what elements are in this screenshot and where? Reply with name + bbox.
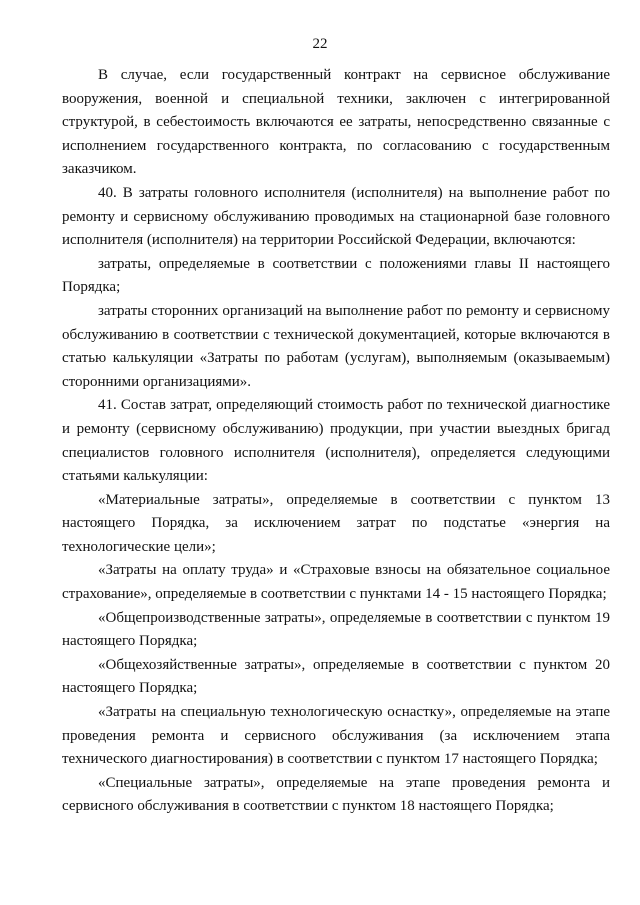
document-body [62, 64, 610, 819]
paragraph-41-item-tooling: «Затраты на специальную технологическую оснастку», определяемые на этапе проведения ремонта и сервисного обслуживания (за исключением этапа технического диагностирования) в соответствии с пунктом 17 настоящего Порядка; [62, 704, 610, 768]
paragraph-41-item-labor: «Затраты на оплату труда» и «Страховые взносы на обязательное социальное страхование», определяемые в соответствии с пунктами 14 - 15 настоящего Порядка; [62, 562, 610, 603]
paragraph-40-item-third-party: затраты сторонних организаций на выполнение работ по ремонту и сервисному обслуживанию в соответствии с технической документацией, которые включаются в статью калькуляции «Затраты по работам (услугам), выполняемым (оказываемым) сторонними организациями». [62, 302, 610, 390]
paragraph-41-intro: 41. Состав затрат, определяющий стоимость работ по технической диагностике и ремонту (сервисному обслуживанию) продукции, при участии выездных бригад специалистов головного исполнителя (исполнителя), определяется следующими статьями калькуляции: [62, 397, 610, 485]
paragraph-41-item-production-overhead: «Общепроизводственные затраты», определяемые в соответствии с пунктом 19 настоящего Порядка; [62, 609, 610, 650]
paragraph-contract-integrated-structure: В случае, если государственный контракт на сервисное обслуживание вооружения, военной и специальной техники, заключен с интегрированной структурой, в себестоимость включаются ее затраты, непосредственно связанные с исполнением государственного контракта, по согласованию с государственным заказчиком. [62, 67, 610, 178]
page-number: 22 [312, 36, 328, 52]
paragraph-40-item-chapter-ii: затраты, определяемые в соответствии с положениями главы II настоящего Порядка; [62, 255, 610, 296]
paragraph-41-item-general-overhead: «Общехозяйственные затраты», определяемые в соответствии с пунктом 20 настоящего Порядка; [62, 656, 610, 697]
paragraph-41-item-materials: «Материальные затраты», определяемые в соответствии с пунктом 13 настоящего Порядка, за исключением затрат по подстатье «энергия на технологические цели»; [62, 491, 610, 555]
paragraph-41-item-special-costs: «Специальные затраты», определяемые на этапе проведения ремонта и сервисного обслуживания в соответствии с пунктом 18 настоящего Порядка; [62, 774, 610, 815]
paragraph-40-intro: 40. В затраты головного исполнителя (исполнителя) на выполнение работ по ремонту и сервисному обслуживанию проводимых на стационарной базе головного исполнителя (исполнителя) на территории Российской Федерации, включаются: [62, 184, 610, 249]
